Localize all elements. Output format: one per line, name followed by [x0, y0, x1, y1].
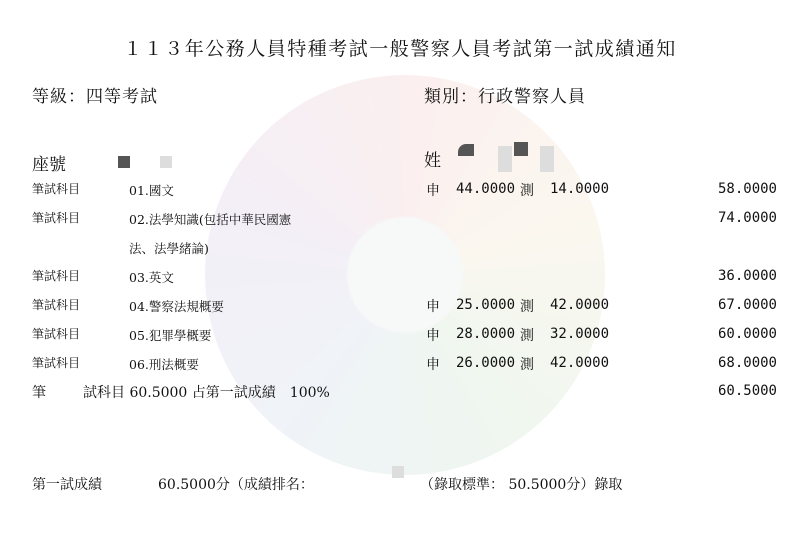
section-b-symbol: 測 — [520, 299, 534, 315]
section-b-score: 14.0000 — [550, 181, 610, 197]
category-label: 類別：行政警察人員 — [424, 87, 586, 107]
watermark-seal — [205, 75, 605, 475]
subject-name: 03.英文 — [129, 270, 174, 285]
average-text: 試科目 60.5000 占第一試成績 100% — [83, 385, 330, 401]
subject-total: 74.0000 — [717, 210, 777, 226]
final-standard: （錄取標準： 50.5000分）錄取 — [420, 477, 623, 493]
subject-total: 36.0000 — [717, 268, 777, 284]
redacted-name-d — [540, 146, 554, 172]
section-a-symbol: 申 — [426, 357, 440, 373]
redacted-name-c — [514, 142, 528, 156]
final-score-label: 第一試成績 — [32, 477, 102, 493]
section-b-symbol: 測 — [520, 357, 534, 373]
section-a-symbol: 申 — [426, 299, 440, 315]
average-total: 60.5000 — [717, 383, 777, 399]
subject-total: 68.0000 — [717, 355, 777, 371]
subject-name: 06.刑法概要 — [129, 357, 199, 372]
row-label: 筆試科目 — [32, 327, 81, 341]
subject-name: 04.警察法規概要 — [129, 299, 224, 314]
name-label: 姓 — [424, 151, 441, 171]
section-a-symbol: 申 — [426, 183, 440, 199]
row-label: 筆試科目 — [32, 298, 81, 312]
subject-name: 05.犯罪學概要 — [129, 328, 212, 343]
section-b-score: 42.0000 — [550, 355, 610, 371]
row-label: 筆試科目 — [32, 211, 81, 225]
page-title: １１３年公務人員特種考試一般警察人員考試第一試成績通知 — [123, 38, 677, 60]
average-label-prefix: 筆 — [32, 385, 46, 401]
subject-total: 60.0000 — [717, 326, 777, 342]
subject-name-line2: 法、法學緒論) — [129, 241, 209, 256]
redacted-seat-number — [118, 156, 130, 168]
final-score: 60.5000分（成績排名： — [158, 477, 314, 493]
section-a-score: 44.0000 — [456, 181, 516, 197]
redacted-seat-number-b — [160, 156, 172, 168]
section-b-symbol: 測 — [520, 328, 534, 344]
row-label: 筆試科目 — [32, 269, 81, 283]
subject-total: 67.0000 — [717, 297, 777, 313]
subject-name: 01.國文 — [129, 183, 174, 198]
redacted-name-b — [498, 146, 512, 172]
section-b-score: 42.0000 — [550, 297, 610, 313]
section-b-symbol: 測 — [520, 183, 534, 199]
section-a-score: 26.0000 — [456, 355, 516, 371]
redacted-name-a — [458, 144, 474, 156]
subject-total: 58.0000 — [717, 181, 777, 197]
section-a-score: 28.0000 — [456, 326, 516, 342]
section-b-score: 32.0000 — [550, 326, 610, 342]
seat-label: 座號 — [32, 155, 66, 175]
subject-name: 02.法學知識(包括中華民國憲 — [129, 212, 292, 227]
row-label: 筆試科目 — [32, 182, 81, 196]
section-a-symbol: 申 — [426, 328, 440, 344]
redacted-rank — [392, 466, 404, 478]
row-label: 筆試科目 — [32, 356, 81, 370]
section-a-score: 25.0000 — [456, 297, 516, 313]
grade-label: 等級：四等考試 — [32, 87, 158, 107]
